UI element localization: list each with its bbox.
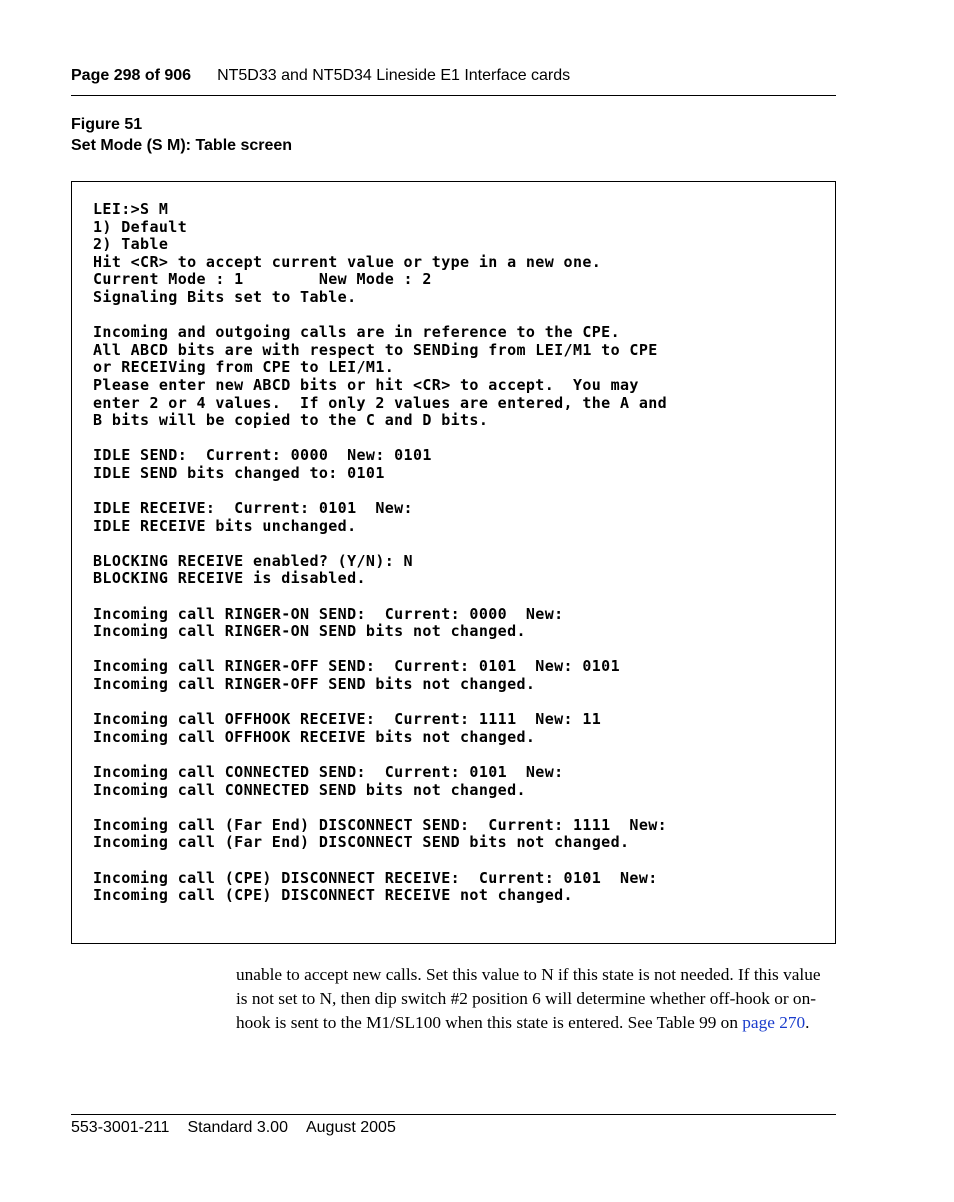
terminal-line: 2) Table [93, 235, 169, 254]
terminal-line: Incoming call OFFHOOK RECEIVE: Current: 1111 New: 11 [93, 710, 602, 729]
terminal-line: IDLE RECEIVE: Current: 0101 New: [93, 499, 413, 518]
body-paragraph [236, 963, 836, 1035]
terminal-line: LEI:>S M [93, 200, 169, 218]
page-footer [71, 1118, 414, 1138]
terminal-output [93, 201, 667, 905]
terminal-screen [71, 181, 836, 944]
terminal-line: Please enter new ABCD bits or hit <CR> to accept. You may [93, 375, 639, 394]
terminal-line: Incoming call (CPE) DISCONNECT RECEIVE not changed. [93, 886, 573, 905]
terminal-line: Incoming call CONNECTED SEND: Current: 0101 New: [93, 763, 564, 781]
terminal-line: IDLE SEND bits changed to: 0101 [93, 463, 385, 482]
terminal-line: 1) Default [93, 217, 188, 236]
terminal-line: enter 2 or 4 values. If only 2 values are entered, the A and [93, 393, 668, 412]
terminal-line: Incoming call CONNECTED SEND bits not changed. [93, 780, 526, 799]
terminal-line: Incoming call RINGER-ON SEND: Current: 0000 New: [93, 604, 564, 623]
terminal-line: Incoming and outgoing calls are in reference to the CPE. [93, 323, 621, 342]
standard-version: Standard 3.00 [187, 1119, 288, 1136]
terminal-line: B bits will be copied to the C and D bits. [93, 411, 489, 430]
footer-rule [71, 1114, 836, 1115]
terminal-line: IDLE SEND: Current: 0000 New: 0101 [93, 446, 432, 465]
terminal-line: All ABCD bits are with respect to SENDing from LEI/M1 to CPE [93, 340, 658, 359]
document-title: NT5D33 and NT5D34 Lineside E1 Interface cards [217, 67, 571, 84]
terminal-line: BLOCKING RECEIVE enabled? (Y/N): N [93, 551, 413, 570]
page-header [71, 66, 836, 86]
figure-caption [71, 114, 292, 156]
body-text: unable to accept new calls. Set this value to N if this state is not needed. If this value is not set to N, then dip switch #2 position 6 will determine whether off-hook or on-hook is sent to the M1/SL100 when this state is entered. See Table 99 on [236, 965, 821, 1032]
terminal-line: BLOCKING RECEIVE is disabled. [93, 569, 366, 588]
terminal-line: Incoming call (Far End) DISCONNECT SEND bits not changed. [93, 833, 630, 852]
doc-number: 553-3001-211 [71, 1119, 170, 1136]
terminal-line: IDLE RECEIVE bits unchanged. [93, 516, 357, 535]
page-link[interactable]: page 270 [742, 1013, 806, 1032]
terminal-line: Incoming call OFFHOOK RECEIVE bits not changed. [93, 727, 536, 746]
terminal-line: Hit <CR> to accept current value or type in a new one. [93, 252, 602, 271]
body-text-end: . [805, 1013, 810, 1032]
publication-date: August 2005 [305, 1119, 396, 1136]
terminal-line: Current Mode : 1 New Mode : 2 [93, 270, 432, 289]
terminal-line: Incoming call (CPE) DISCONNECT RECEIVE: Current: 0101 New: [93, 868, 658, 887]
figure-label: Figure 51 [71, 116, 143, 133]
terminal-line: Incoming call (Far End) DISCONNECT SEND: Current: 1111 New: [93, 815, 668, 834]
figure-title: Set Mode (S M): Table screen [71, 137, 293, 154]
page-number: Page 298 of 906 [71, 67, 192, 84]
terminal-line: Incoming call RINGER-OFF SEND: Current: 0101 New: 0101 [93, 657, 621, 676]
terminal-line: Signaling Bits set to Table. [93, 287, 357, 306]
header-rule [71, 95, 836, 96]
terminal-line: Incoming call RINGER-OFF SEND bits not changed. [93, 675, 536, 694]
terminal-line: or RECEIVing from CPE to LEI/M1. [93, 358, 395, 377]
terminal-line: Incoming call RINGER-ON SEND bits not changed. [93, 622, 526, 641]
